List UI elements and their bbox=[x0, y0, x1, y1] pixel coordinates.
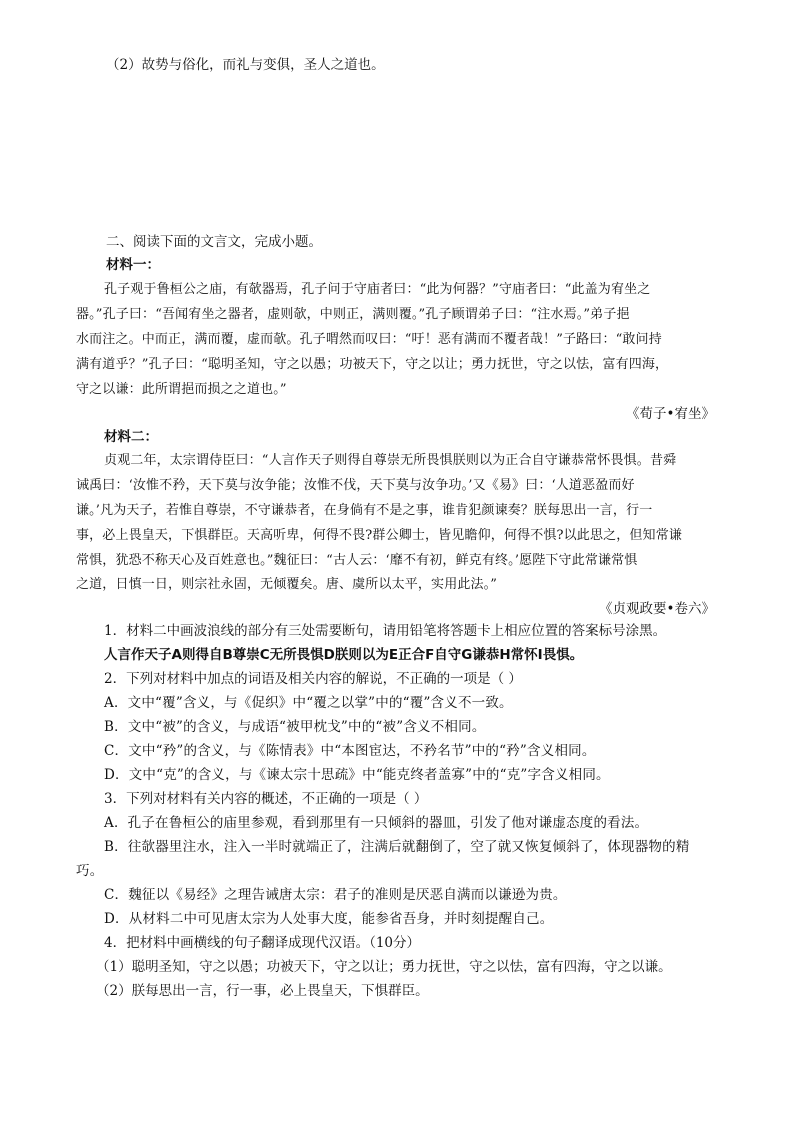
material1-label: 材料一： bbox=[106, 257, 160, 273]
material1-line: 守之以谦：此所谓挹而损之之道也。” bbox=[76, 382, 287, 397]
q4-stem: 4．把材料中画横线的句子翻译成现代汉语。（10分） bbox=[104, 935, 421, 951]
q3-stem: 3．下列对材料有关内容的概述，不正确的一项是（ ） bbox=[104, 791, 428, 807]
q2-stem: 2．下列对材料中加点的词语及相关内容的解说，不正确的一项是（ ） bbox=[104, 671, 522, 687]
q3-option: A．孔子在鲁桓公的庙里参观，看到那里有一只倾斜的器皿，引发了他对谦虚态度的看法。 bbox=[104, 815, 649, 831]
material2-source: 《贞观政要•卷六》 bbox=[599, 601, 715, 617]
q1-answer: 人言作天子A则得自B尊崇C无所畏惧D朕则以为E正合F自守G谦恭H常怀I畏惧。 bbox=[104, 647, 584, 663]
q4-sub: （2）朕每思出一言，行一事，必上畏皇天，下惧群臣。 bbox=[96, 983, 429, 999]
material1-source: 《荀子•宥坐》 bbox=[626, 406, 715, 422]
q2-option: C．文中“矜”的含义，与《陈情表》中“本图宦达，不矜名节”中的“矜”含义相同。 bbox=[104, 743, 596, 759]
material2-label: 材料二： bbox=[104, 429, 158, 445]
material1-line: 孔子观于鲁桓公之庙，有欹器焉，孔子问于守庙者曰：“此为何器？”守庙者曰：“此盖为宥坐之 bbox=[104, 282, 651, 297]
material2-line: 贞观二年，太宗谓侍臣曰：“人言作天子则得自尊崇无所畏惧朕则以为正合自守谦恭常怀畏惧。昔舜 bbox=[104, 453, 677, 468]
material1-line: 器。”孔子曰：“吾闻宥坐之器者，虚则欹，中则正，满则覆。”孔子顾谓弟子曰：“注水焉。”弟子挹 bbox=[76, 307, 630, 322]
material2-line: 谦。’凡为天子，若惟自尊崇，不守谦恭者，在身倘有不是之事，谁肯犯颜谏奏？朕每思出一言，行一 bbox=[76, 503, 653, 518]
material1-line: 水而注之。中而正，满而覆，虚而欹。孔子喟然而叹曰：“吁！恶有满而不覆者哉！”子路曰：“敢问持 bbox=[76, 332, 662, 347]
q4-sub: （1）聪明圣知，守之以愚；功被天下，守之以让；勇力抚世，守之以怯，富有四海，守之以谦。 bbox=[96, 959, 672, 975]
q1-stem: 1．材料二中画波浪线的部分有三处需要断句，请用铅笔将答题卡上相应位置的答案标号涂黑。 bbox=[104, 623, 667, 639]
material1-line: 满有道乎？”孔子曰：“聪明圣知，守之以愚；功被天下，守之以让；勇力抚世，守之以怯，富有四海， bbox=[76, 357, 669, 372]
q3-option-continuation: 巧。 bbox=[76, 863, 104, 879]
q3-option: B．往欹器里注水，注入一半时就端正了，注满后就翻倒了，空了就又恢复倾斜了，体现器物的精 bbox=[104, 839, 690, 855]
q2-option: D．文中“克”的含义，与《谏太宗十思疏》中“能克终者盖寡”中的“克”字含义相同。 bbox=[104, 767, 610, 783]
material2-line: 诫禹曰：‘汝惟不矜，天下莫与汝争能；汝惟不伐，天下莫与汝争功。’又《易》曰：‘人道恶盈而好 bbox=[76, 478, 635, 493]
q3-option: C．魏征以《易经》之理告诫唐太宗：君子的准则是厌恶自满而以谦逊为贵。 bbox=[104, 887, 567, 903]
prev-question-sub2: （2）故势与俗化，而礼与变俱，圣人之道也。 bbox=[106, 57, 385, 73]
material2-line: 常惧，犹恐不称天心及百姓意也。”魏征曰：“古人云：‘靡不有初，鲜克有终。’愿陛下守此常谦常惧 bbox=[76, 553, 638, 568]
q2-option: A．文中“覆”含义，与《促织》中“覆之以掌”中的“覆”含义不一致。 bbox=[104, 695, 513, 711]
material2-line: 之道，日慎一日，则宗社永固，无倾覆矣。唐、虞所以太平，实用此法。” bbox=[76, 577, 498, 592]
q3-option: D．从材料二中可见唐太宗为人处事大度，能参省吾身，并时刻提醒自己。 bbox=[104, 911, 554, 927]
q2-option: B．文中“被”的含义，与成语“被甲枕戈”中的“被”含义不相同。 bbox=[104, 719, 486, 735]
material2-line: 事，必上畏皇天，下惧群臣。天高听卑，何得不畏?群公卿士，皆见瞻仰，何得不惧?以此思之，但知常谦 bbox=[76, 528, 682, 543]
section-heading: 二、阅读下面的文言文，完成小题。 bbox=[106, 234, 322, 250]
